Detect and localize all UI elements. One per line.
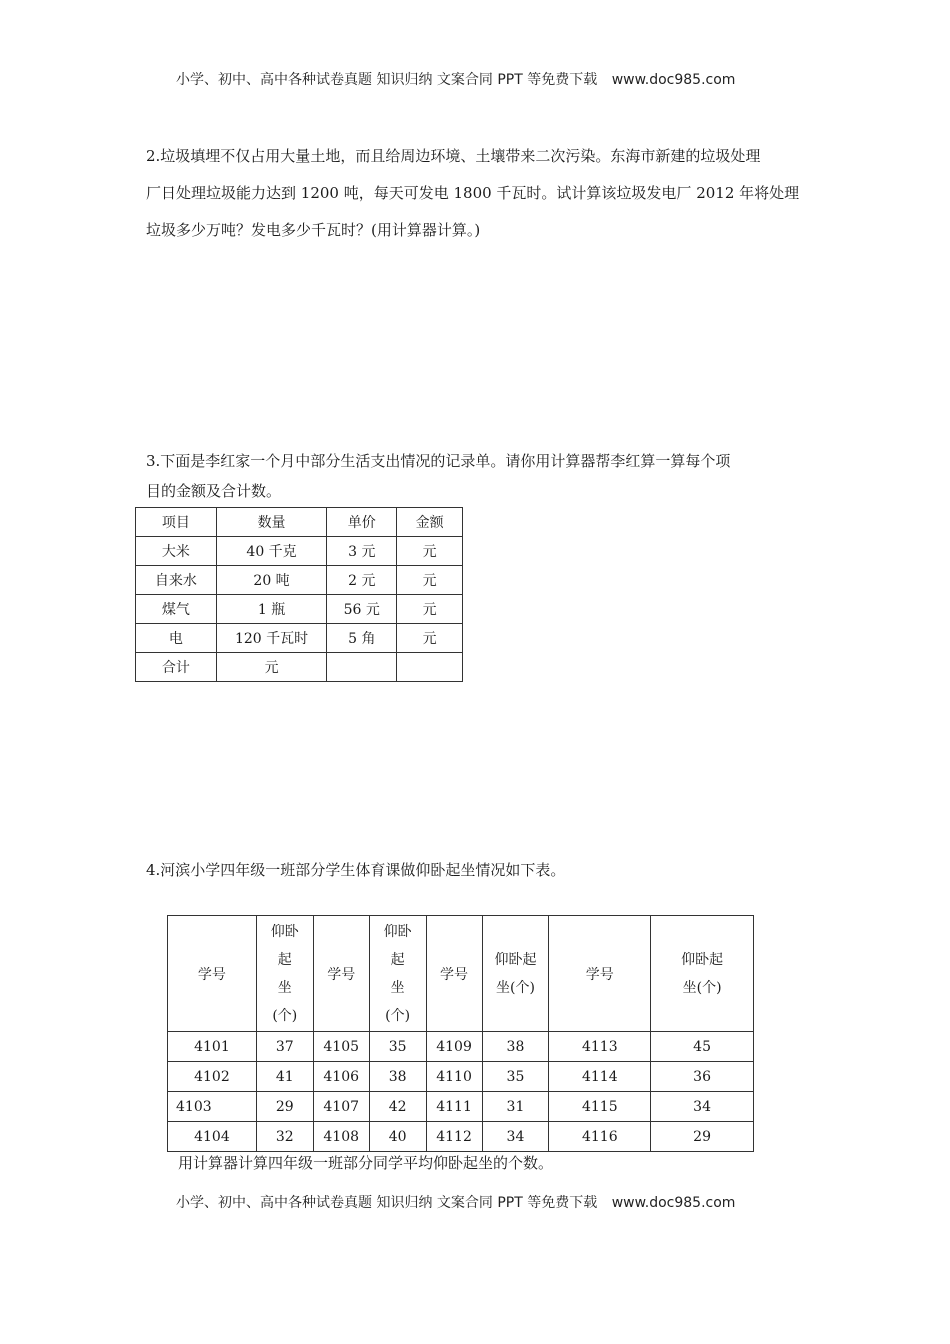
cell: 煤气: [136, 595, 217, 624]
cell: 1 瓶: [216, 595, 327, 624]
header-text: 仰卧: [383, 923, 412, 940]
question-2: [146, 140, 866, 246]
cell: 4102: [168, 1062, 257, 1092]
cell: 5 角: [327, 624, 397, 653]
q2-line-3: 垃圾多少万吨？发电多少千瓦时？(用计算器计算。): [146, 221, 481, 239]
header-student-id: 学号: [313, 916, 369, 1032]
cell: 38: [369, 1062, 426, 1092]
cell: 37: [256, 1032, 313, 1062]
page-header: [176, 69, 735, 89]
cell: 4112: [426, 1122, 482, 1152]
header-item: 项目: [136, 508, 217, 537]
page-footer: [176, 1192, 735, 1212]
question-4-note: 用计算器计算四年级一班部分同学平均仰卧起坐的个数。: [178, 1154, 554, 1172]
table-header-row: [136, 508, 463, 537]
cell: 4107: [313, 1092, 369, 1122]
cell: 元: [397, 537, 463, 566]
header-text: 起: [277, 951, 292, 968]
expense-table: [135, 507, 463, 682]
header-text: (个): [385, 1007, 411, 1024]
header-situps: [482, 916, 549, 1032]
header-situps: [369, 916, 426, 1032]
cell: 4115: [549, 1092, 651, 1122]
cell: 31: [482, 1092, 549, 1122]
cell: 29: [651, 1122, 754, 1152]
header-text: 坐: [390, 979, 405, 996]
header-text: 坐(个): [495, 979, 535, 996]
table-total-row: [136, 653, 463, 682]
question-3: [146, 446, 846, 506]
cell: 2 元: [327, 566, 397, 595]
cell: 42: [369, 1092, 426, 1122]
cell: 4110: [426, 1062, 482, 1092]
cell: 20 吨: [216, 566, 327, 595]
header-text: 仰卧起: [494, 951, 537, 968]
table-row: [136, 537, 463, 566]
cell: 4104: [168, 1122, 257, 1152]
cell: 4103: [168, 1092, 257, 1122]
cell: 元: [397, 566, 463, 595]
header-situps: [256, 916, 313, 1032]
cell: 4113: [549, 1032, 651, 1062]
cell: 元: [397, 595, 463, 624]
situp-table: [167, 915, 754, 1152]
cell: 38: [482, 1032, 549, 1062]
cell: 35: [369, 1032, 426, 1062]
cell: 大米: [136, 537, 217, 566]
header-amount: 金额: [397, 508, 463, 537]
cell: 35: [482, 1062, 549, 1092]
footer-url: www.doc985.com: [611, 1195, 736, 1211]
header-text: 坐: [277, 979, 292, 996]
cell: 4108: [313, 1122, 369, 1152]
header-student-id: 学号: [168, 916, 257, 1032]
cell: 120 千瓦时: [216, 624, 327, 653]
table-row: [136, 566, 463, 595]
cell: 4106: [313, 1062, 369, 1092]
cell: 4101: [168, 1032, 257, 1062]
table-row: [136, 624, 463, 653]
q2-line-2: 厂日处理垃圾能力达到 1200 吨，每天可发电 1800 千瓦时。试计算该垃圾发电厂 2012 年将处理: [146, 184, 800, 202]
cell: 合计: [136, 653, 217, 682]
cell: 4105: [313, 1032, 369, 1062]
cell: 4116: [549, 1122, 651, 1152]
cell: 4109: [426, 1032, 482, 1062]
cell: 56 元: [327, 595, 397, 624]
cell: 4111: [426, 1092, 482, 1122]
cell: 电: [136, 624, 217, 653]
table-row: [136, 595, 463, 624]
table-row: [168, 1032, 754, 1062]
table-header-row: [168, 916, 754, 1032]
cell: 36: [651, 1062, 754, 1092]
header-text: (个): [272, 1007, 298, 1024]
cell: 29: [256, 1092, 313, 1122]
header-text: 仰卧: [270, 923, 299, 940]
cell: 3 元: [327, 537, 397, 566]
table-row: [168, 1092, 754, 1122]
cell: 41: [256, 1062, 313, 1092]
cell: 40 千克: [216, 537, 327, 566]
cell: 32: [256, 1122, 313, 1152]
cell: 元: [397, 624, 463, 653]
table-row: [168, 1062, 754, 1092]
header-text: 小学、初中、高中各种试卷真题 知识归纳 文案合同 PPT 等免费下载: [176, 72, 598, 88]
cell: 元: [216, 653, 327, 682]
cell: 40: [369, 1122, 426, 1152]
header-text: 坐(个): [682, 979, 722, 996]
header-url: www.doc985.com: [611, 72, 736, 88]
q3-line-1: 3.下面是李红家一个月中部分生活支出情况的记录单。请你用计算器帮李红算一算每个项: [146, 452, 731, 470]
header-student-id: 学号: [426, 916, 482, 1032]
cell: 34: [482, 1122, 549, 1152]
cell: 45: [651, 1032, 754, 1062]
cell: [327, 653, 397, 682]
cell: [397, 653, 463, 682]
q3-line-2: 目的金额及合计数。: [146, 482, 282, 500]
header-student-id: 学号: [549, 916, 651, 1032]
header-unit-price: 单价: [327, 508, 397, 537]
header-text: 起: [390, 951, 405, 968]
question-4-intro: 4.河滨小学四年级一班部分学生体育课做仰卧起坐情况如下表。: [146, 861, 566, 879]
header-text: 仰卧起: [681, 951, 724, 968]
cell: 自来水: [136, 566, 217, 595]
table-row: [168, 1122, 754, 1152]
footer-text: 小学、初中、高中各种试卷真题 知识归纳 文案合同 PPT 等免费下载: [176, 1195, 598, 1211]
cell: 34: [651, 1092, 754, 1122]
header-quantity: 数量: [216, 508, 327, 537]
header-situps: [651, 916, 754, 1032]
q2-line-1: 2.垃圾填埋不仅占用大量土地，而且给周边环境、土壤带来二次污染。东海市新建的垃圾处理: [146, 147, 761, 165]
cell: 4114: [549, 1062, 651, 1092]
